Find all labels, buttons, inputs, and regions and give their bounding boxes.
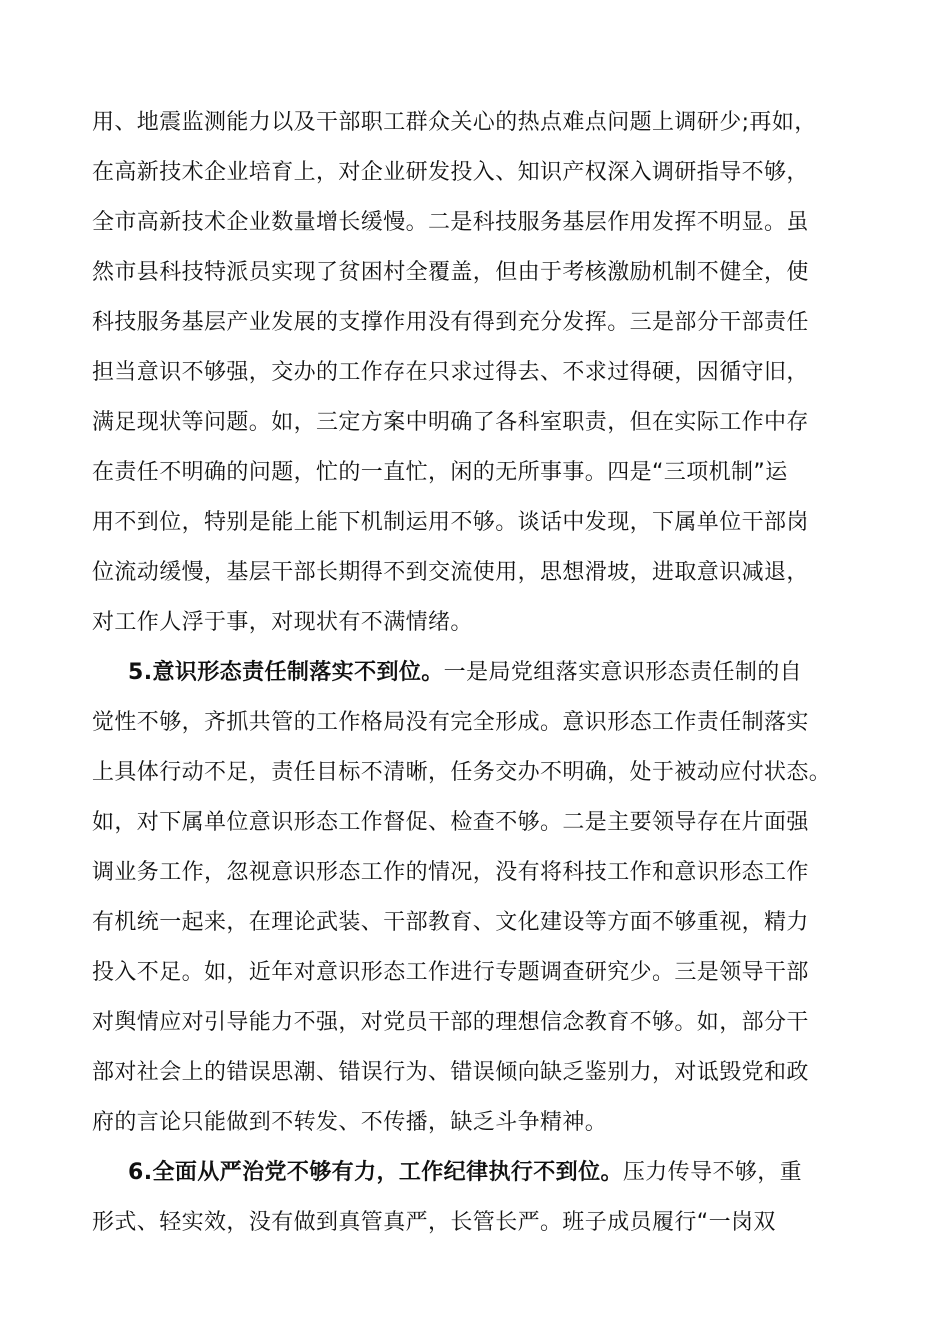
body-line: 科技服务基层产业发展的支撑作用没有得到充分发挥。三是部分干部责任 [92,310,809,335]
body-line: 然市县科技特派员实现了贫困村全覆盖，但由于考核激励机制不健全，使 [92,260,809,285]
section-6-first-line [128,1158,908,1188]
body-line: 用、地震监测能力以及干部职工群众关心的热点难点问题上调研少;再如， [92,110,817,135]
body-line: 部对社会上的错误思潮、错误行为、错误倾向缺乏鉴别力，对诋毁党和政 [92,1060,809,1085]
body-line: 在责任不明确的问题，忙的一直忙，闲的无所事事。四是“三项机制”运 [92,460,788,485]
body-line: 全市高新技术企业数量增长缓慢。二是科技服务基层作用发挥不明显。虽 [92,210,809,235]
body-line: 有机统一起来，在理论武装、干部教育、文化建设等方面不够重视，精力 [92,910,809,935]
section-5-heading: 5.意识形态责任制落实不到位。 [128,660,444,685]
body-line: 如，对下属单位意识形态工作督促、检查不够。二是主要领导存在片面强 [92,810,809,835]
body-line: 在高新技术企业培育上，对企业研发投入、知识产权深入调研指导不够， [92,160,809,185]
body-line: 对舆情应对引导能力不强，对党员干部的理想信念教育不够。如，部分干 [92,1010,809,1035]
section-5-first-line [128,658,908,688]
body-line: 形式、轻实效，没有做到真管真严，长管长严。班子成员履行“一岗双 [92,1210,776,1235]
body-line: 府的言论只能做到不转发、不传播，缺乏斗争精神。 [92,1110,608,1135]
body-line: 满足现状等问题。如，三定方案中明确了各科室职责，但在实际工作中存 [92,410,809,435]
body-line: 用不到位，特别是能上能下机制运用不够。谈话中发现，下属单位干部岗 [92,510,809,535]
body-line: 位流动缓慢，基层干部长期得不到交流使用，思想滑坡，进取意识减退， [92,560,809,585]
section-6-first-text: 压力传导不够，重 [622,1160,803,1185]
body-line: 觉性不够，齐抓共管的工作格局没有完全形成。意识形态工作责任制落实 [92,710,809,735]
body-line: 调业务工作，忽视意识形态工作的情况，没有将科技工作和意识形态工作 [92,860,809,885]
body-line: 担当意识不够强，交办的工作存在只求过得去、不求过得硬，因循守旧， [92,360,809,385]
body-line: 投入不足。如，近年对意识形态工作进行专题调查研究少。三是领导干部 [92,960,809,985]
section-6-heading: 6.全面从严治党不够有力，工作纪律执行不到位。 [128,1160,623,1185]
section-5-first-text: 一是局党组落实意识形态责任制的自 [443,660,803,685]
body-line: 对工作人浮于事，对现状有不满情绪。 [92,610,473,635]
body-line: 上具体行动不足，责任目标不清晰，任务交办不明确，处于被动应付状态。 [92,760,832,785]
